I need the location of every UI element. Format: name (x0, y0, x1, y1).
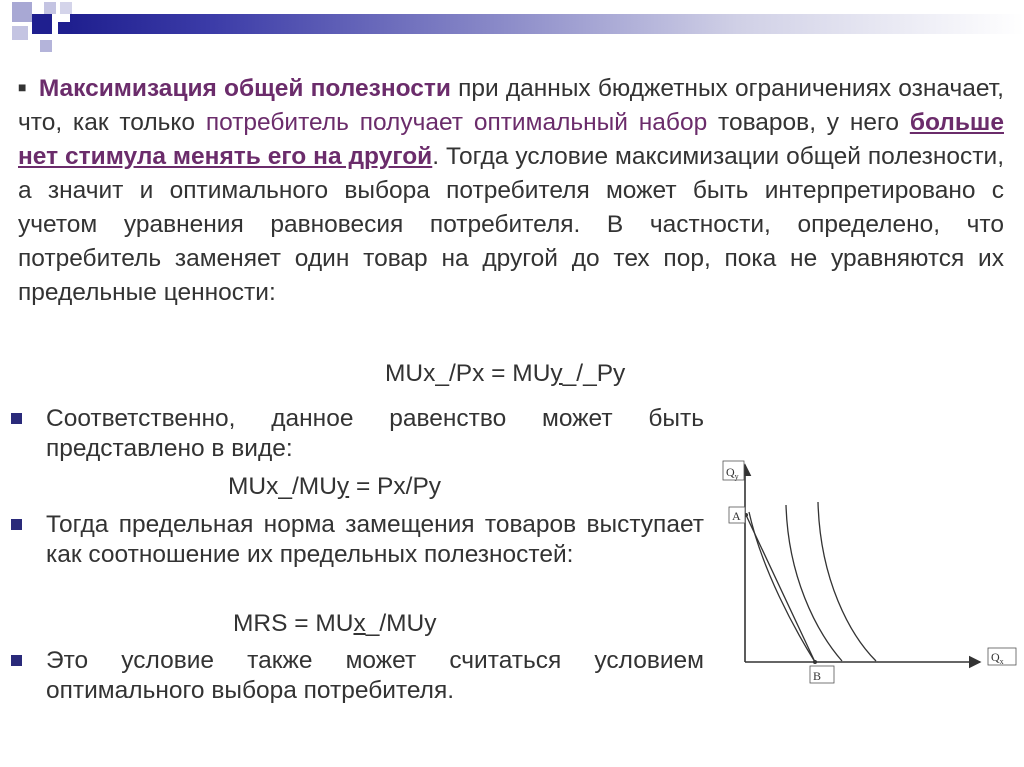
formula-equilibrium: MUx_/Px = MUy_/_Py (385, 360, 626, 387)
x-axis-sub: x (999, 657, 1004, 666)
bullet-text: Соответственно, данное равенство может быть представлено в виде: (46, 405, 704, 462)
key-term: Максимизация общей полезности (38, 75, 451, 102)
formula-ratio: MUx_/MUy = Px/Py (228, 473, 442, 500)
point-b-label: B (813, 669, 822, 683)
bullet-text: Тогда предельная норма замещения товаров выступает как соотношение их предельных полезностей: (46, 511, 704, 568)
indifference-curve (786, 505, 842, 661)
x-axis-label: Q (991, 650, 1000, 664)
formula-mrs: MRS = MUx_/MUy (233, 610, 437, 637)
indifference-curve (818, 502, 876, 661)
point-b-marker (813, 660, 817, 664)
emphasis-text: больше нет стимула менять его на другой (18, 109, 1004, 170)
text-run: . Тогда условие максимизации общей полезности, а значит и оптимального выбора потребителя может быть интерпретировано с учетом уравнения равновесия потребителя. В частности, определено, что потребитель заменяет один товар на другой до тех пор, пока не уравняются их предельные ценности: (18, 143, 1004, 306)
text-run: товаров, у него (707, 109, 910, 136)
highlight-text: потребитель получает оптимальный набор (205, 109, 708, 136)
text-run: при данных бюджетных ограничениях означает, что, как только (18, 75, 1004, 136)
y-axis-sub: y (734, 472, 739, 481)
point-a-label: A (732, 509, 741, 523)
bullet-text: Это условие также может считаться условием оптимального выбора потребителя. (46, 647, 704, 704)
bullet-icon: ■ (18, 79, 27, 95)
y-axis-label: Q (726, 465, 735, 479)
